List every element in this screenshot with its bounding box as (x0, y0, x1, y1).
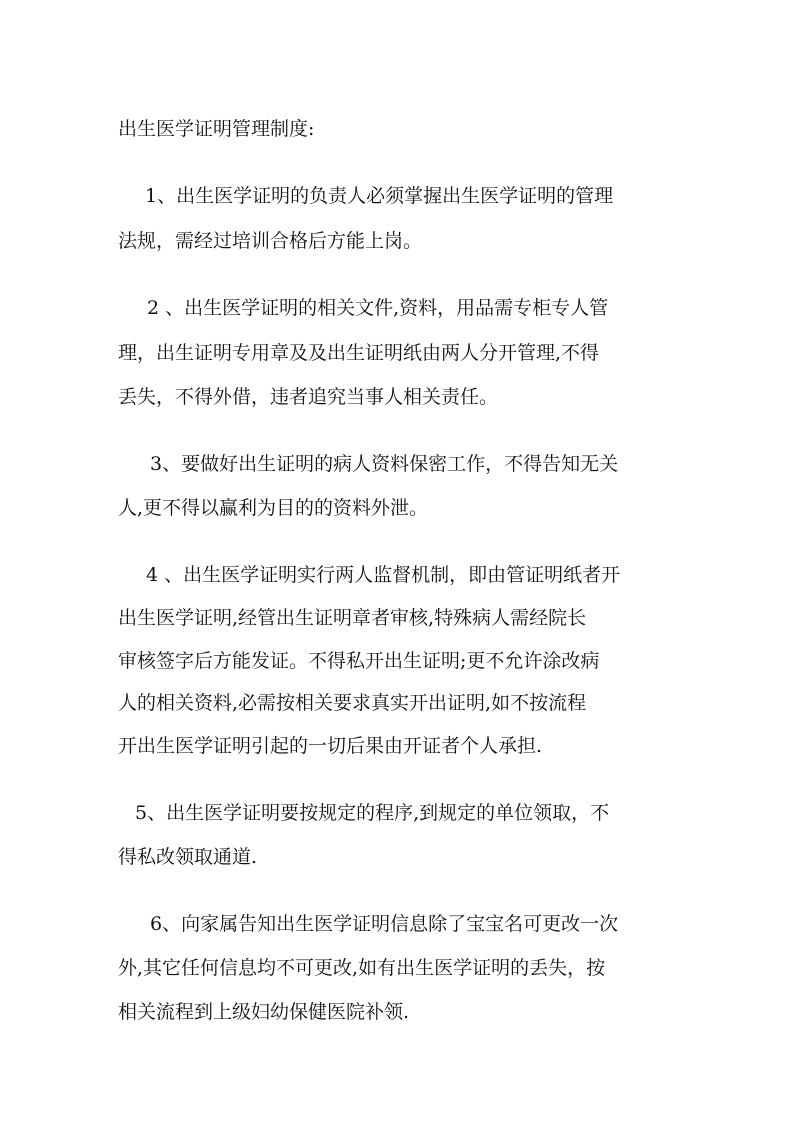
item-1-line-1: 1、出生医学证明的负责人必须掌握出生医学证明的管理 (145, 185, 614, 207)
item-2-line-2: 理，出生证明专用章及及出生证明纸由两人分开管理,不得 (118, 342, 600, 364)
item-3-line-1: 3、要做好出生证明的病人资料保密工作，不得告知无关 (150, 453, 619, 475)
item-6-line-2: 外,其它任何信息均不可更改,如有出生医学证明的丢失，按 (118, 957, 606, 979)
item-4-line-3: 审核签字后方能发证。不得私开出生证明;更不允许涂改病 (118, 650, 600, 672)
item-6-line-1: 6、向家属告知出生医学证明信息除了宝宝名可更改一次 (150, 913, 619, 935)
item-1-line-2: 法规，需经过培训合格后方能上岗。 (118, 230, 423, 252)
item-4-line-1: 4 、出生医学证明实行两人监督机制，即由管证明纸者开 (146, 564, 621, 586)
document-title: 出生医学证明管理制度: (118, 118, 315, 140)
item-4-line-5: 开出生医学证明引起的一切后果由开证者个人承担. (118, 735, 543, 757)
item-6-line-3: 相关流程到上级妇幼保健医院补领. (118, 1001, 410, 1023)
item-2-line-3: 丢失，不得外借，违者追究当事人相关责任。 (118, 386, 499, 408)
item-2-line-1: 2 、出生医学证明的相关文件,资料，用品需专柜专人管 (147, 297, 609, 319)
item-4-line-4: 人的相关资料,必需按相关要求真实开出证明,如不按流程 (118, 692, 587, 714)
item-5-line-1: 5、出生医学证明要按规定的程序,到规定的单位领取，不 (135, 802, 610, 824)
item-3-line-2: 人,更不得以赢利为目的的资料外泄。 (118, 497, 429, 519)
item-4-line-2: 出生医学证明,经管出生证明章者审核,特殊病人需经院长 (118, 607, 587, 629)
item-5-line-2: 得私改领取通道. (118, 846, 258, 868)
